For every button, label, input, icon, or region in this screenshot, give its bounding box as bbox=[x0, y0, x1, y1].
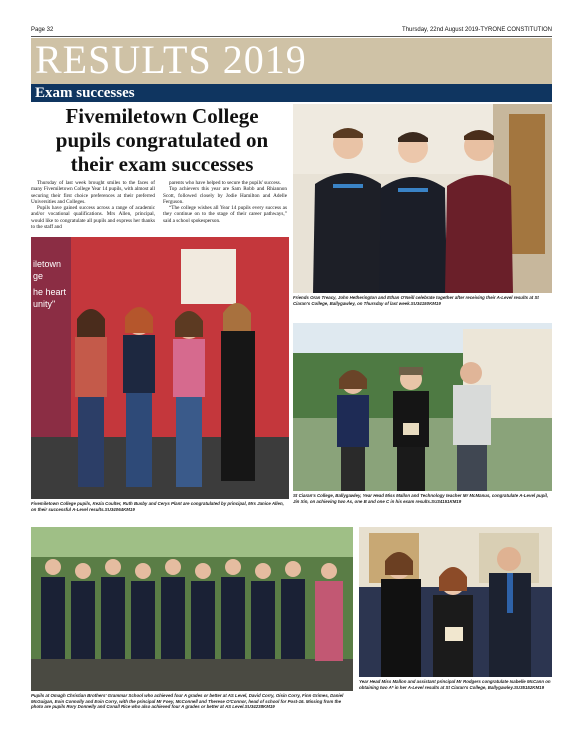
section-strap bbox=[31, 84, 552, 102]
sign-text: he heart bbox=[33, 287, 67, 297]
headline-line: pupils congratulated on bbox=[55, 128, 269, 152]
section-title: RESULTS 2019 bbox=[35, 37, 307, 82]
strap-label: Exam successes bbox=[35, 85, 135, 101]
article-paragraph: Pupils have gained success across a range of academic and/or vocational qualifications. Mrs Allen, principal, would like to congratulate all pupils and express her thanks to the staff and bbox=[31, 205, 155, 231]
headline-line: their exam successes bbox=[70, 152, 254, 176]
article-paragraph: parents who have helped to secure the pupils' success. bbox=[169, 180, 281, 186]
article-headline bbox=[31, 104, 293, 176]
photo-isabelle-mccann bbox=[359, 527, 552, 677]
sign-text: iletown bbox=[33, 259, 62, 269]
photo-three-students bbox=[293, 104, 552, 293]
caption-fivemiletown-pupils: Fivemiletown College pupils, Kezia Coulter, Ruth Busby and Cerys Plant are congratulated by principal, Mrs Janice Allen, on their successful A-Level results.SU34064KM19 bbox=[31, 501, 284, 512]
caption-cbs-group: Pupils at Omagh Christian Brothers' Grammar School who achieved four A grades or better at AS Level, David Corry, Oisin Corry, Finn Grimes, Daniel McGuigan, Eoin Connolly and Eoin Corry, with the principal Mr Foey, McConnell and Therese O'Connor, head of school for Post-16. Missing from the photo are pupils Rory Donnelly and Conall Rice who also achieved four A grades or better at AS Level.SU34238KM19 bbox=[31, 693, 344, 710]
article-paragraph: “The college wishes all Year 14 pupils every success as they continue on to the stage of their career pathways,” said a school spokesperson. bbox=[163, 205, 287, 224]
photo-jin-xin bbox=[293, 323, 552, 491]
headline-line: Fivemiletown College bbox=[65, 104, 259, 128]
sign-text: ge bbox=[33, 271, 44, 281]
article-column-2 bbox=[163, 180, 287, 224]
article-paragraph: Top achievers this year are Sam Robb and Rhiannon Scott, followed closely by Jodie Hamilton and Adelle Ferguson. bbox=[163, 186, 287, 205]
photo-cbs-group bbox=[31, 527, 353, 691]
sign-text: unity" bbox=[33, 299, 56, 309]
section-masthead bbox=[31, 38, 552, 84]
date-line: Thursday, 22nd August 2019-TYRONE CONSTITUTION bbox=[402, 27, 552, 33]
caption-isabelle-mccann: Year Head Miss Mallon and assistant principal Mr Rodgers congratulate Isabelle McCann on obtaining two A* in her A-Level results at St Ciaran's College, Ballygawley.SU35152KM19 bbox=[359, 679, 551, 690]
caption-three-students: Friends Oran Treacy, John Hetherington and Ethan O'Neill celebrate together after receiving their A-Level results at St Ciaran's College, Ballygawley, on Thursday of last week.SU34150KM19 bbox=[293, 295, 539, 306]
page-number: Page 32 bbox=[31, 27, 54, 33]
article-paragraph: Thursday of last week brought smiles to the faces of many Fivemiletown College Year 14 pupils, with almost all securing their first choice preferences at their preferred Universities and Colleges. bbox=[31, 180, 155, 205]
article-column-1 bbox=[31, 180, 155, 230]
photo-fivemiletown-pupils bbox=[31, 237, 289, 499]
caption-jin-xin: St Ciaran's College, Ballygawley, Year Head Miss Mallon and Technology teacher Mr McManus, congratulate A-Level pupil, Jin Xin, on achieving two As, one B and one C in his exam results.SU34151KM19 bbox=[293, 493, 549, 504]
